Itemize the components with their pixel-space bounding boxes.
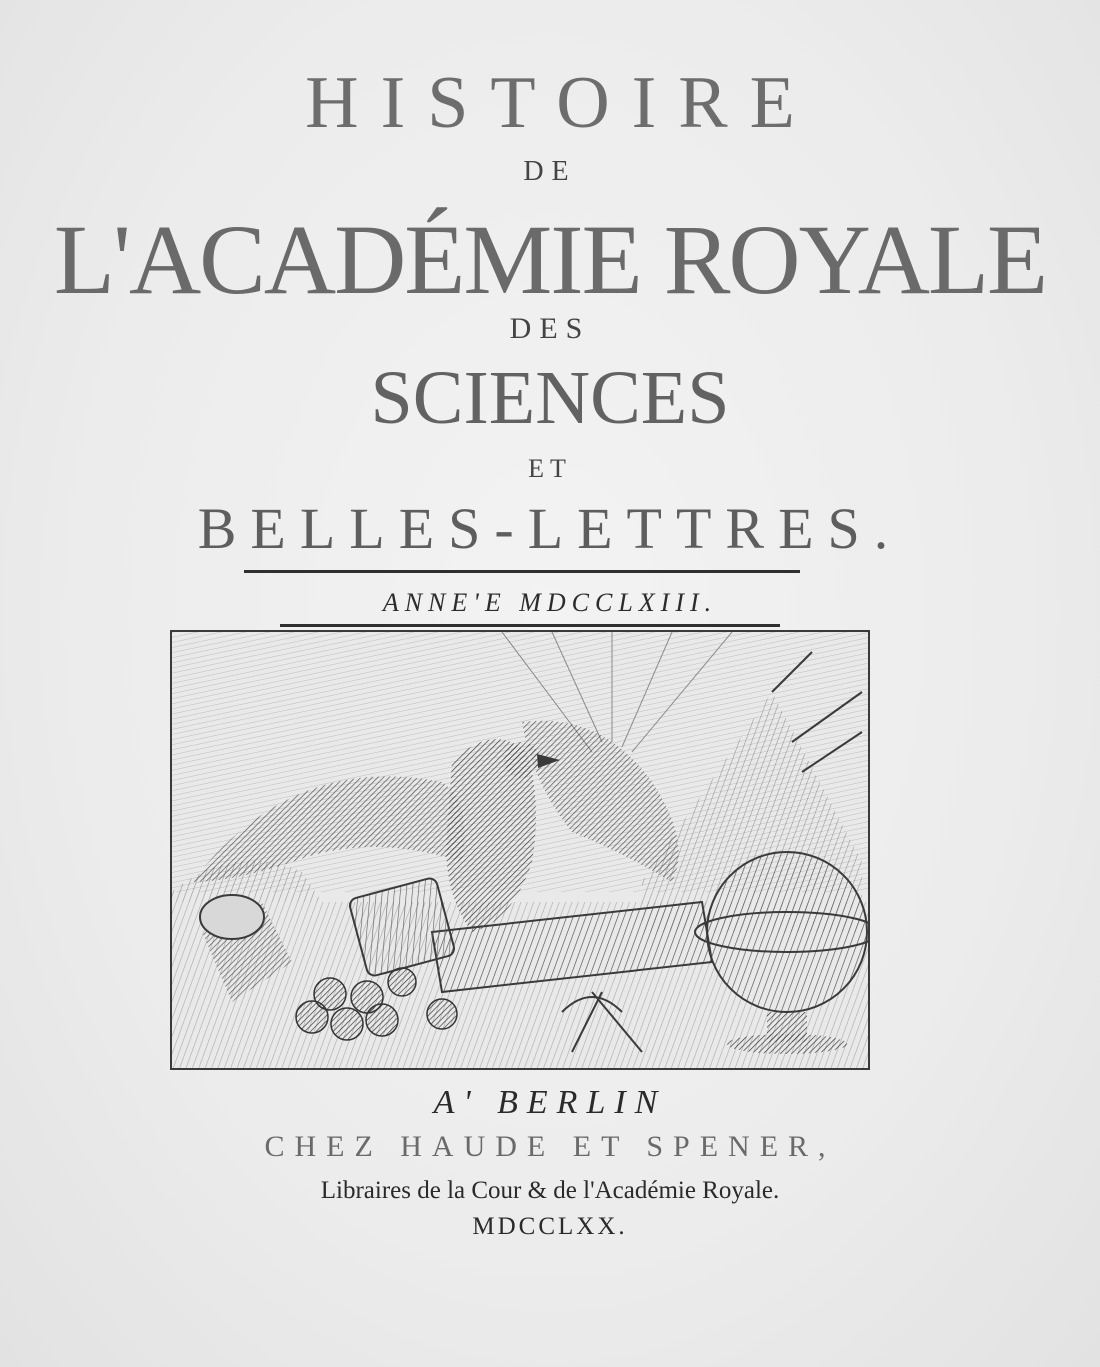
eagle-engraving-icon xyxy=(170,630,870,1070)
title-et: ET xyxy=(528,454,572,483)
title-histoire: HISTOIRE xyxy=(305,62,817,144)
top-rule xyxy=(244,570,800,573)
bottom-rule xyxy=(280,624,780,627)
imprint-city: A' BERLIN xyxy=(433,1084,667,1121)
title-belles-lettres: BELLES-LETTRES. xyxy=(197,496,903,561)
title-des: DES xyxy=(509,312,591,345)
imprint-publisher: CHEZ HAUDE ET SPENER, xyxy=(264,1130,836,1163)
imprint-description: Libraires de la Cour & de l'Académie Royale. xyxy=(320,1177,780,1204)
title-de: DE xyxy=(523,156,577,187)
imprint-year: MDCCLXX. xyxy=(472,1213,628,1240)
year-annee: ANNE'E MDCCLXIII. xyxy=(382,588,718,617)
title-sciences: SCIENCES xyxy=(370,356,730,440)
title-academie-royale: L'ACADÉMIE ROYALE xyxy=(53,204,1047,315)
